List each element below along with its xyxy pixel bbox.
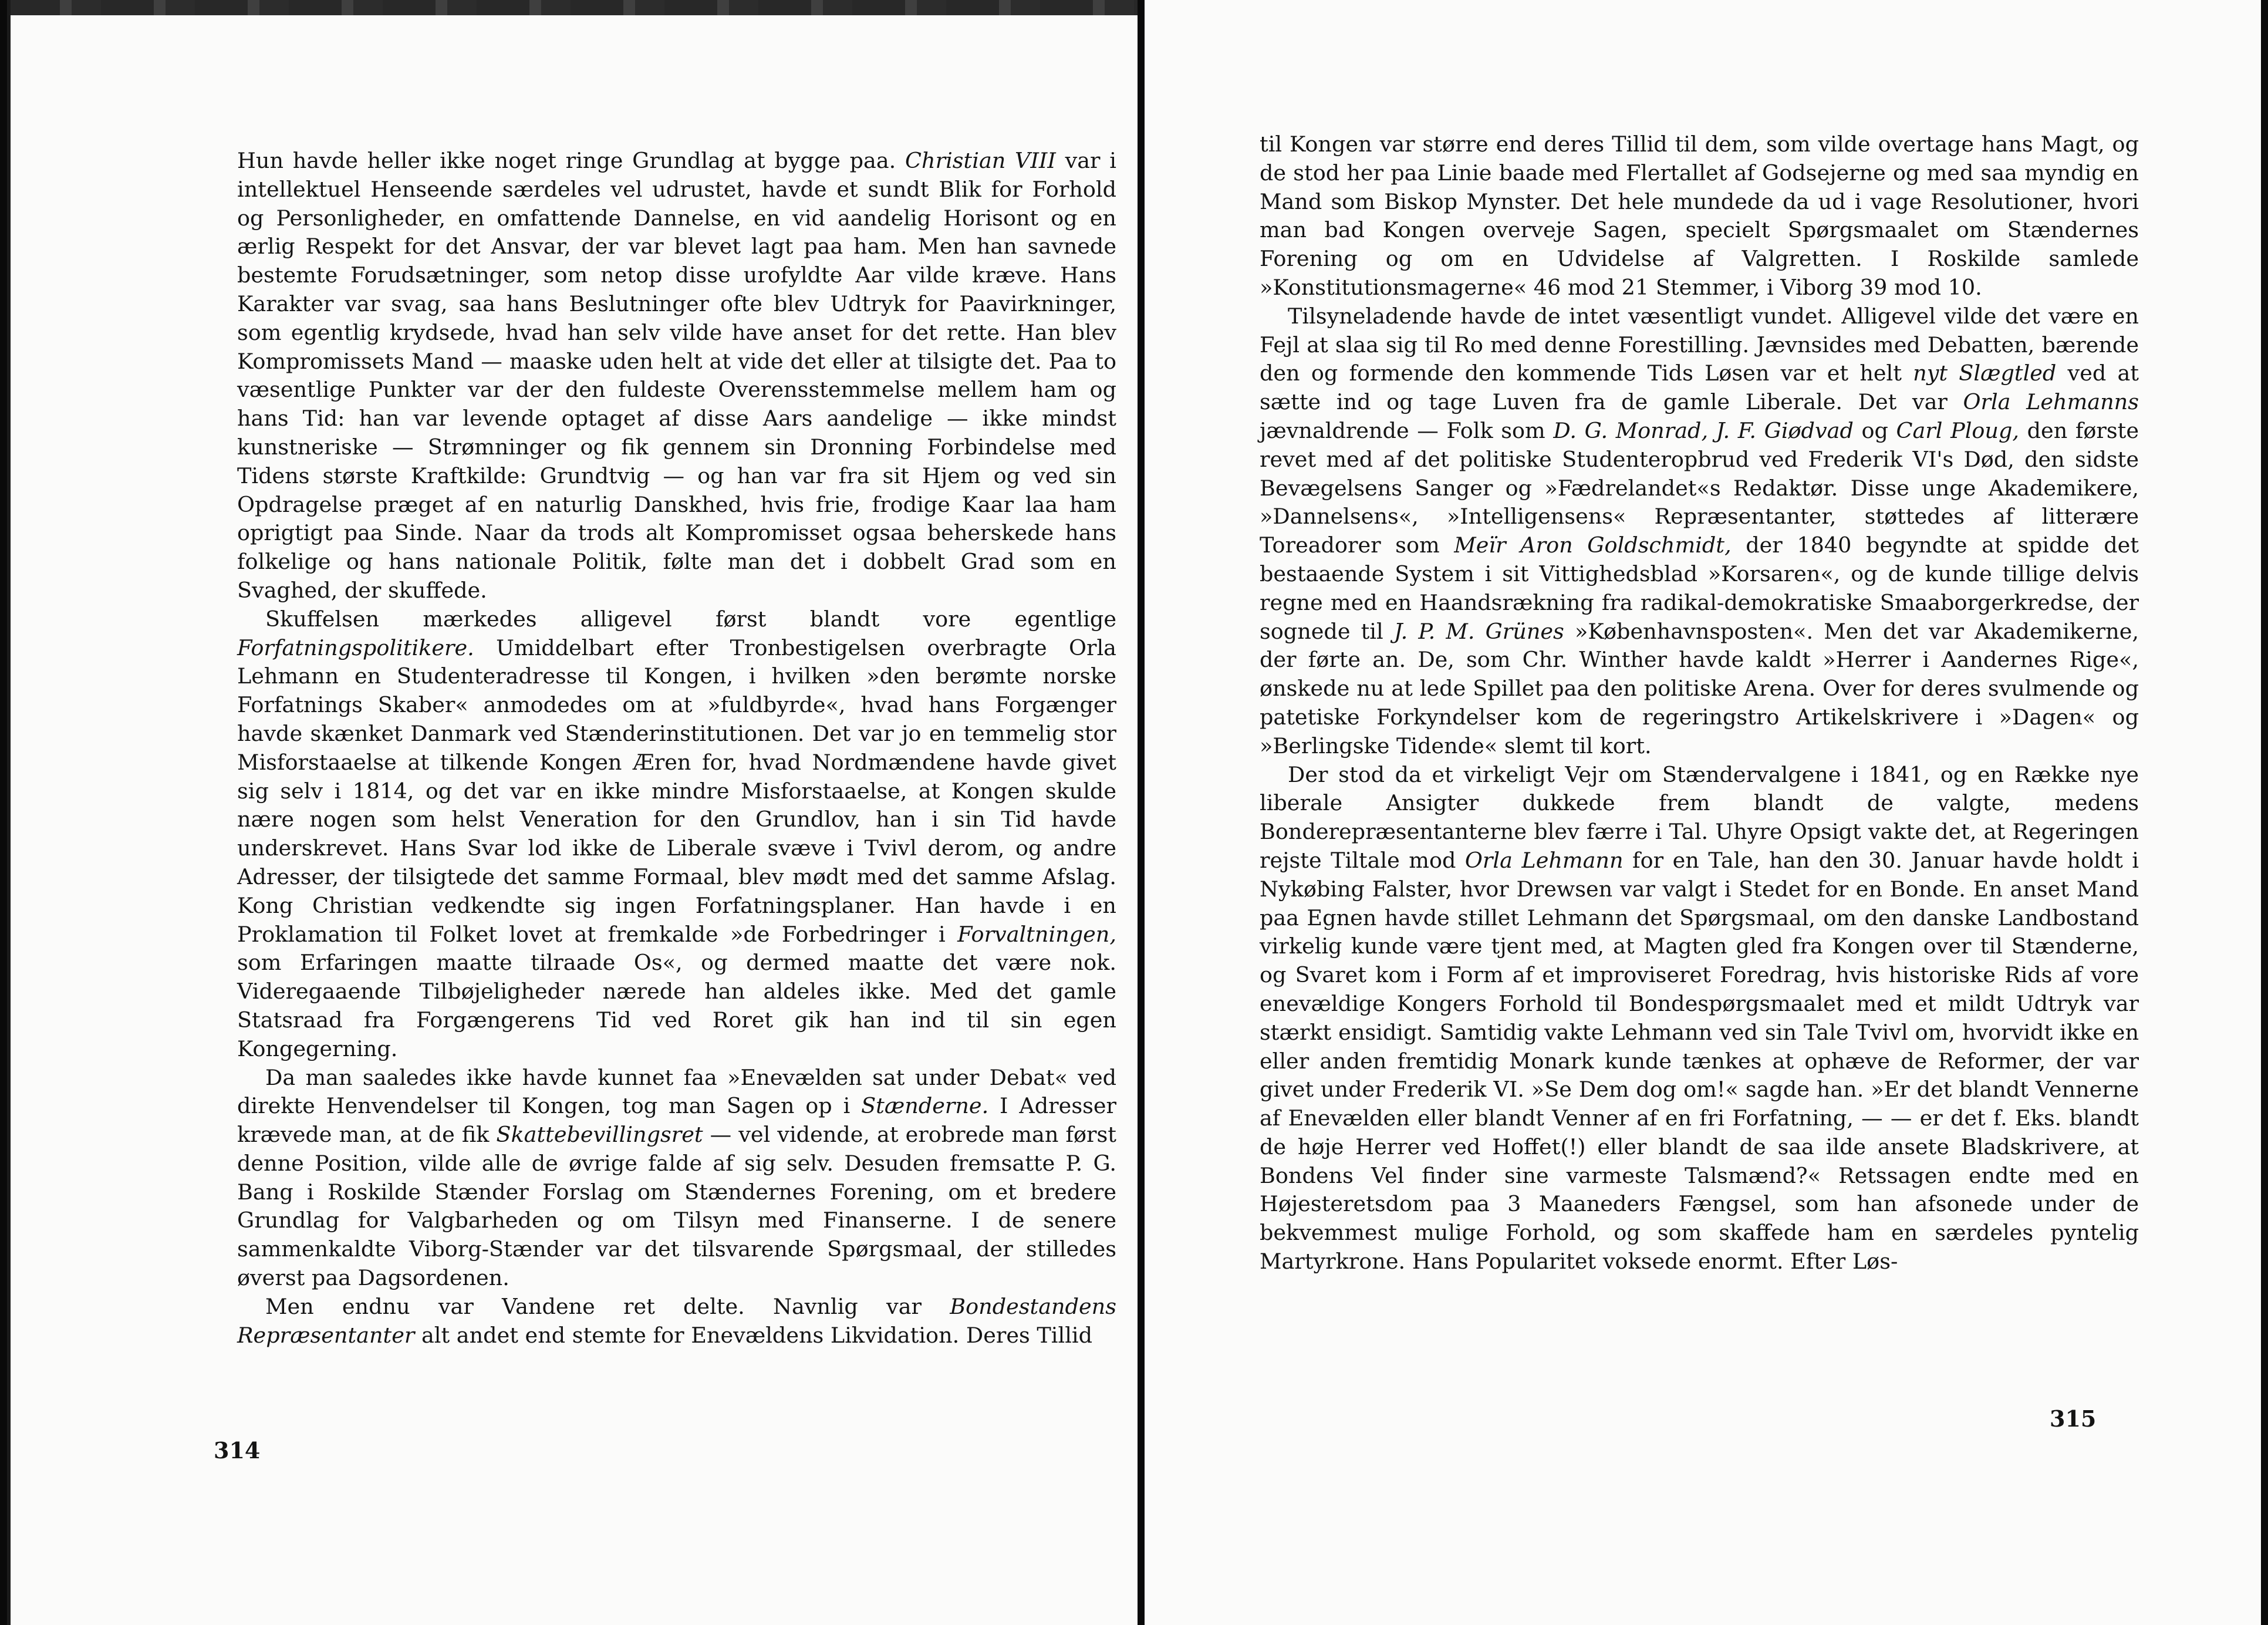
left-page bbox=[7, 0, 1138, 1625]
text-run: Men endnu var Vandene ret delte. Navnlig var bbox=[265, 1293, 950, 1319]
paragraph bbox=[1260, 302, 2139, 761]
text-run: var i intellektuel Henseende særdeles vel udrustet, havde et sundt Blik for Forhold og Personligheder, en omfattende Dannelse, en vid aandelig Horisont og en ærlig Respekt for det Ansvar, der var blevet lagt paa ham. Men han savnede bestemte Forudsætninger, som netop disse urofyldte Aar vilde kræve. Hans Karakter var svag, saa hans Beslutninger ofte blev Udtryk for Paavirkninger, som egentlig krydsede, hvad han selv vilde have anset for det rette. Han blev Kompromissets Mand — maaske uden helt at vide det eller at tilsigte det. Paa to væsentlige Punkter var der den fuldeste Overensstemmelse mellem ham og hans Tid: han var levende optaget af disse Aars aandelige — ikke mindst kunstneriske — Strømninger og fik gennem sin Dronning Forbindelse med Tidens største Kraftkilde: Grundtvig — og han var fra sit Hjem og ved sin Opdragelse præget af en naturlig Danskhed, hvis frie, frodige Kaar laa ham oprigtigt paa Sinde. Naar da trods alt Kompromisset ogsaa beherskede hans folkelige og hans nationale Politik, følte man det i dobbelt Grad som en Svaghed, der skuffede. bbox=[237, 148, 1116, 603]
italic-text-run: Orla Lehmann bbox=[1464, 847, 1624, 873]
paragraph bbox=[237, 147, 1116, 605]
italic-text-run: Forvaltningen, bbox=[957, 921, 1116, 947]
paragraph bbox=[237, 605, 1116, 1064]
text-run: Skuffelsen mærkedes alligevel først blandt vore egentlige bbox=[265, 606, 1116, 632]
text-run: — vel vidende, at erobrede man først denne Position, vilde alle de øvrige falde af sig selv. Desuden fremsatte P. G. Bang i Roskilde Stænder Forslag om Stændernes Forening, om et bredere Grundlag for Valgbarheden og om Tilsyn med Finanserne. I de senere sammenkaldte Viborg-Stænder var det tilsvarende Spørgsmaal, der stilledes øverst paa Dagsordenen. bbox=[237, 1122, 1116, 1291]
italic-text-run: Orla Lehmanns bbox=[1963, 389, 2139, 415]
left-page-text bbox=[237, 147, 1116, 1350]
text-run: ved at sætte ind og tage Luven fra de gamle Liberale. Det var bbox=[1260, 360, 2139, 415]
text-run: til Kongen var større end deres Tillid til dem, som vilde overtage hans Magt, og de stod her paa Linie baade med Flertallet af Godsejerne og med saa myndig en Mand som Biskop Mynster. Det hele mundede da ud i vage Resolutioner, hvori man bad Kongen overveje Sagen, specielt Spørgsmaalet om Stændernes Forening og om en Udvidelse af Valgretten. I Roskilde samlede »Konstitutionsmagerne« 46 mod 21 Stemmer, i Viborg 39 mod 10. bbox=[1260, 132, 2139, 300]
text-run: Umiddelbart efter Tronbestigelsen overbragte Orla Lehmann en Studenteradresse til Kongen, i hvilken »den berømte norske Forfatnings Skaber« anmodedes om at »fuldbyrde«, hvad hans Forgænger havde skænket Danmark ved Stænderinstitutionen. Det var jo en temmelig stor Misforstaaelse at tilkende Kongen Æren for, hvad Nordmændene havde givet sig selv i 1814, og det var en ikke mindre Misforstaaelse, at Kongen skulde nære nogen som helst Veneration for den Grundlov, han i sin Tid havde underskrevet. Hans Svar lod ikke de Liberale svæve i Tvivl derom, og andre Adresser, der tilsigtede det samme Formaal, blev mødt med det samme Afslag. Kong Christian vedkendte sig ingen Forfatningsplaner. Han havde i en Proklamation til Folket lovet at fremkalde »de Forbedringer i bbox=[237, 635, 1116, 947]
italic-text-run: Carl Ploug, bbox=[1896, 417, 2020, 443]
italic-text-run: nyt Slægtled bbox=[1913, 360, 2057, 386]
scan-edge-left bbox=[7, 0, 11, 1625]
text-run: og bbox=[1853, 417, 1896, 443]
text-run: Tilsyneladende havde de intet væsentligt vundet. Alligevel vilde det være en Fejl at slaa sig til Ro med denne Forestilling. Jævnsides med Debatten, bærende den og formende den kommende Tids Løsen var et helt bbox=[1260, 303, 2139, 386]
paragraph bbox=[1260, 761, 2139, 1276]
text-run: jævnaldrende — Folk som bbox=[1260, 417, 1554, 443]
text-run: som Erfaringen maatte tilraade Os«, og dermed maatte det være nok. Videregaaende Tilbøjeligheder nærede han aldeles ikke. Med det gamle Statsraad fra Forgængerens Tid ved Roret gik han ind til sin egen Kongegerning. bbox=[237, 950, 1116, 1061]
italic-text-run: D. G. Monrad, J. F. Giødvad bbox=[1553, 417, 1854, 443]
text-run: alt andet end stemte for Enevældens Likvidation. Deres Tillid bbox=[414, 1322, 1093, 1348]
text-run: Der stod da et virkeligt Vejr om Stændervalgene i 1841, og en Række nye liberale Ansigter dukkede frem blandt de valgte, medens Bonderepræsentanterne blev færre i Tal. Uhyre Opsigt vakte det, at Regeringen rejste Tiltale mod bbox=[1260, 761, 2139, 873]
text-run: den første revet med af det politiske Studenteropbrud ved Frederik VI's Død, den sidste Bevægelsens Sanger og »Fædrelandet«s Redaktør. Disse unge Akademikere, »Dannelsens«, »Intelligensens« Repræsentanter, støttedes af litterære Toreadorer som bbox=[1260, 417, 2139, 558]
text-run: Da man saaledes ikke havde kunnet faa »Enevælden sat under Debat« ved direkte Henvendelser til Kongen, tog man Sagen op i bbox=[237, 1064, 1116, 1119]
text-run: »Københavnsposten«. Men det var Akademikerne, der førte an. De, som Chr. Winther havde kaldt »Herrer i Aandernes Rige«, ønskede nu at lede Spillet paa den politiske Arena. Over for deres svulmende og patetiske Forkyndelser kom de regeringstro Artikelskrivere i »Dagen« og »Berlingske Tidende« slemt til kort. bbox=[1260, 618, 2139, 758]
italic-text-run: Forfatningspolitikere. bbox=[237, 635, 474, 660]
right-page bbox=[1145, 0, 2261, 1625]
text-run: der 1840 begyndte at spidde det bestaaende System i sit Vittighedsblad »Korsaren«, og de kunde tillige delvis regne med en Haandsrækning fra radikal-demokratiske Smaaborgerkredse, der sognede til bbox=[1260, 532, 2139, 644]
paragraph bbox=[237, 1293, 1116, 1350]
paragraph bbox=[1260, 130, 2139, 302]
italic-text-run: J. P. M. Grünes bbox=[1393, 618, 1564, 644]
italic-text-run: Bondestandens Repræsentanter bbox=[237, 1293, 1116, 1348]
italic-text-run: Stænderne. bbox=[861, 1093, 989, 1119]
text-run: I Adresser krævede man, at de fik bbox=[237, 1093, 1116, 1148]
text-run: Hun havde heller ikke noget ringe Grundlag at bygge paa. bbox=[237, 148, 906, 173]
page-number-right: 315 bbox=[2050, 1405, 2097, 1432]
scan-edge-top bbox=[7, 0, 1138, 15]
italic-text-run: Meïr Aron Goldschmidt, bbox=[1454, 532, 1732, 558]
page-number-left: 314 bbox=[214, 1437, 261, 1464]
italic-text-run: Skattebevillingsret bbox=[496, 1122, 703, 1148]
right-page-text bbox=[1260, 130, 2139, 1276]
text-run: for en Tale, han den 30. Januar havde holdt i Nykøbing Falster, hvor Drewsen var valgt i Stedet for en Bonde. En anset Mand paa Egnen havde stillet Lehmann det Spørgsmaal, om den danske Landbostand virkelig kunde være tjent med, at Magten gled fra Kongen over til Stænderne, og Svaret kom i Form af et improviseret Foredrag, hvis historiske Rids af vore enevældige Kongers Forhold til Bondespørgsmaalet med et mildt Udtryk var stærkt ensidigt. Samtidig vakte Lehmann ved sin Tale Tvivl om, hvorvidt ikke en eller anden fremtidig Monark kunde tænkes at ophæve de Reformer, der var givet under Frederik VI. »Se Dem dog om!« sagde han. »Er det blandt Vennerne af Enevælden eller blandt Venner af en fri Forfatning, — — er det f. Eks. blandt de høje Herrer ved Hoffet(!) eller blandt de saa ilde ansete Bladskrivere, at Bondens Vel finder sine varmeste Talsmænd?« Retssagen endte med en Højesteretsdom paa 3 Maaneders Fængsel, som han afsonede under de bekvemmest mulige Forhold, og som skaffede ham en særdeles pyntelig Martyrkrone. Hans Popularitet voksede enormt. Efter Løs- bbox=[1260, 847, 2139, 1275]
italic-text-run: Christian VIII bbox=[905, 148, 1056, 173]
paragraph bbox=[237, 1064, 1116, 1293]
